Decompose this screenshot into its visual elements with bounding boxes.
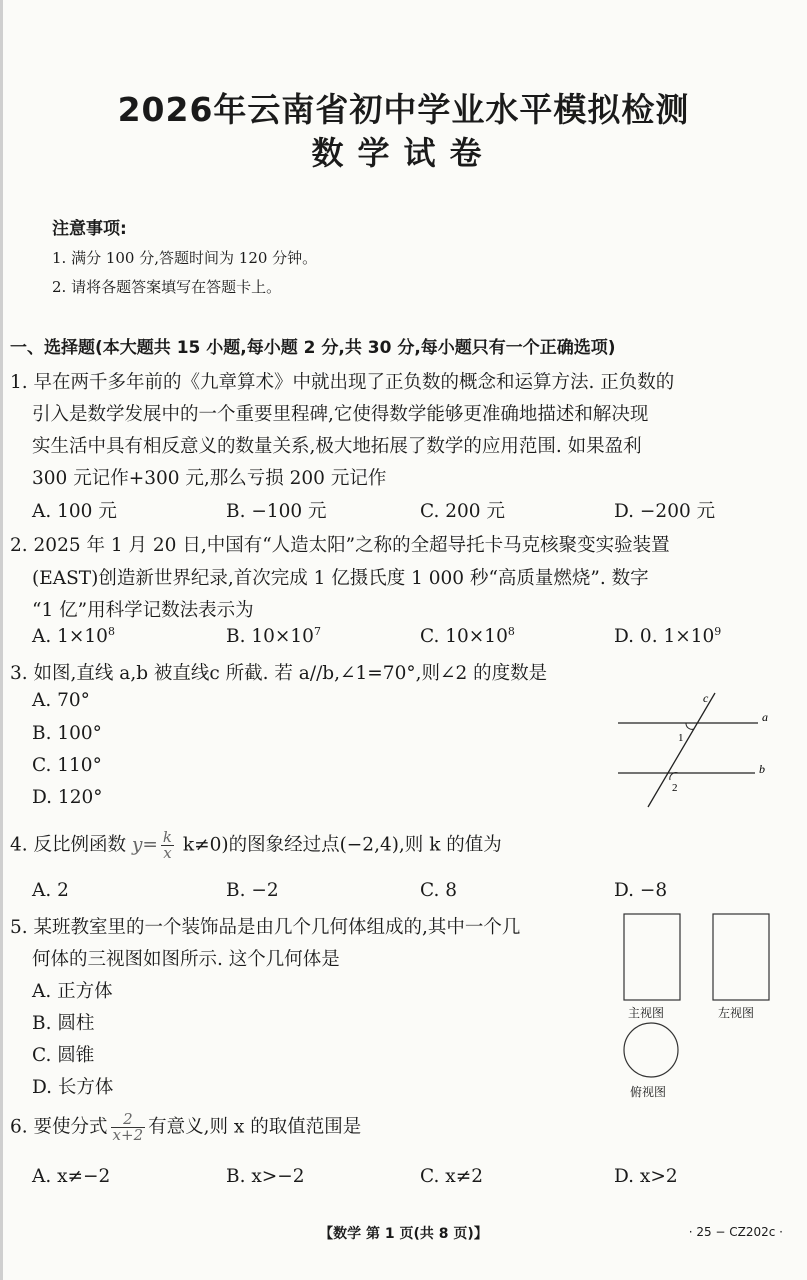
q1-option-a: A. 100 元 <box>32 501 117 522</box>
q4-option-c: C. 8 <box>420 880 458 901</box>
q1-line: 引入是数学发展中的一个重要里程碑,它使得数学能够更准确地描述和解决现 <box>32 404 649 425</box>
line-c <box>648 693 715 807</box>
label-angle-1: 1 <box>678 732 684 744</box>
q2-option-d: D. 0. $1\times 10^9$ <box>614 625 722 648</box>
q4-option-b: B. −2 <box>226 880 279 901</box>
left-view-caption: 左视图 <box>718 1006 755 1020</box>
q5-option-d: D. 长方体 <box>32 1077 114 1098</box>
section-heading: 一、选择题(本大题共 15 小题,每小题 2 分,共 30 分,每小题只有一个正确选项) <box>10 338 616 358</box>
page-edge <box>0 0 3 1280</box>
q6-option-b: B. x>−2 <box>226 1166 305 1187</box>
label-angle-2: 2 <box>672 782 678 794</box>
q4-func-lhs: y= <box>131 834 158 856</box>
q3-option-c: C. 110° <box>32 755 102 776</box>
q3-stem: 3. 如图,直线 a,b 被直线c 所截. 若 a//b,∠1=70°,则∠2 的度数是 <box>10 663 548 684</box>
exam-subtitle: 数学试卷 <box>311 134 496 172</box>
front-view-rect <box>624 914 680 1000</box>
q2-line: 2. 2025 年 1 月 20 日,中国有“人造太阳”之称的全超导托卡马克核聚变实验装置 <box>10 535 670 556</box>
q4-prefix: 4. 反比例函数 <box>10 834 127 856</box>
q6-option-d: D. x>2 <box>614 1166 678 1187</box>
q5-option-c: C. 圆锥 <box>32 1045 95 1066</box>
q3-option-a: A. 70° <box>32 690 90 711</box>
top-view-circle <box>624 1023 678 1077</box>
q5-option-b: B. 圆柱 <box>32 1013 95 1034</box>
q1-option-d: D. −200 元 <box>614 501 716 522</box>
q1-option-c: C. 200 元 <box>420 501 505 522</box>
q6-prefix: 6. 要使分式 <box>10 1116 108 1138</box>
q1-line: 1. 早在两千多年前的《九章算术》中就出现了正负数的概念和运算方法. 正负数的 <box>10 372 675 393</box>
q2-line: “1 亿”用科学记数法表示为 <box>32 600 254 621</box>
q6-stem <box>10 1112 361 1143</box>
q6-suffix: 有意义,则 x 的取值范围是 <box>148 1116 362 1138</box>
q6-fraction: $\frac{2}{x+2}$ <box>112 1110 144 1144</box>
parallel-lines-figure <box>600 685 790 810</box>
q4-fraction: $\frac{k}{x}$ <box>162 828 172 862</box>
page-footer: 【数学 第 1 页(共 8 页)】 <box>319 1226 488 1242</box>
angle-2-arc <box>670 773 678 780</box>
q4-option-a: A. 2 <box>32 880 69 901</box>
label-b: b <box>759 762 765 776</box>
notice-item: 1. 满分 100 分,答题时间为 120 分钟。 <box>52 249 318 267</box>
q5-line: 何体的三视图如图所示. 这个几何体是 <box>32 949 340 970</box>
q5-option-a: A. 正方体 <box>32 981 113 1002</box>
q6-option-c: C. x≠2 <box>420 1166 483 1187</box>
q1-line: 300 元记作+300 元,那么亏损 200 元记作 <box>32 468 387 489</box>
q2-option-c: C. $10\times 10^8$ <box>420 625 515 648</box>
q2-option-a: A. $1\times 10^8$ <box>32 625 115 648</box>
exam-title: 2026年云南省初中学业水平模拟检测 <box>117 90 690 129</box>
q1-line: 实生活中具有相反意义的数量关系,极大地拓展了数学的应用范围. 如果盈利 <box>32 436 642 457</box>
label-c: c <box>703 691 709 705</box>
q3-option-b: B. 100° <box>32 723 102 744</box>
q2-line: (EAST)创造新世界纪录,首次完成 1 亿摄氏度 1 000 秒“高质量燃烧”. 数字 <box>32 568 649 589</box>
q3-option-d: D. 120° <box>32 787 103 808</box>
angle-1-arc <box>686 723 694 729</box>
q4-stem <box>10 830 502 861</box>
paper-code: · 25 − CZ202c · <box>688 1225 783 1239</box>
notice-item: 2. 请将各题答案填写在答题卡上。 <box>52 278 282 296</box>
label-a: a <box>762 710 768 724</box>
left-view-rect <box>713 914 769 1000</box>
q1-option-b: B. −100 元 <box>226 501 327 522</box>
q4-option-d: D. −8 <box>614 880 668 901</box>
q2-option-b: B. $10\times 10^7$ <box>226 625 321 648</box>
notice-heading: 注意事项: <box>52 219 127 239</box>
q6-option-a: A. x≠−2 <box>32 1166 111 1187</box>
q4-condition: k≠0)的图象经过点(−2,4),则 k 的值为 <box>182 834 502 856</box>
q5-line: 5. 某班教室里的一个装饰品是由几个几何体组成的,其中一个几 <box>10 917 521 938</box>
front-view-caption: 主视图 <box>628 1006 665 1020</box>
top-view-caption: 俯视图 <box>630 1085 667 1099</box>
